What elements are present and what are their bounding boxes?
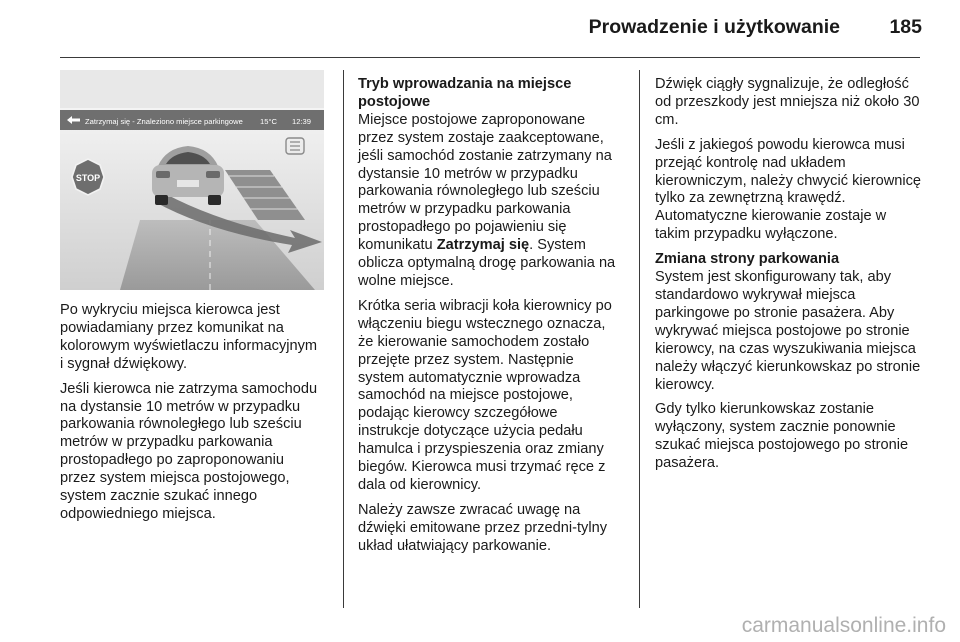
watermark: carmanualsonline.info: [741, 614, 946, 637]
paragraph: Gdy tylko kierunkowskaz zostanie wyłączony, system zacznie ponownie szukać miejsca postojowego po stronie pasażera.: [655, 401, 909, 472]
parking-assist-display-figure: [60, 70, 324, 290]
paragraph: Po wykryciu miejsca kierowca jest powiadamiany przez komunikat na kolorowym wyświetlaczu informacyjnym i sygnał dźwiękowy.: [60, 302, 318, 372]
paragraph: Krótka seria wibracji koła kierownicy po włączeniu biegu wstecznego oznacza, że kierowanie samochodem zostało przejęte przez system. Następnie system automatycznie wprowadza samochód na miejsce postojowe, podając kierowcy szczegółowe instrukcje dotyczące użycia pedału hamulca i przyspieszenia oraz zmiany biegów. Kierowca musi trzymać ręce z dala od kierownicy.: [358, 297, 612, 493]
stop-sign-icon: [72, 159, 104, 195]
column-divider: [639, 70, 640, 608]
paragraph: Miejsce postojowe zaproponowane przez system zostaje zaakceptowane, jeśli samochód zostanie zatrzymany na dystansie 10 metrów w przypadku parkowania równoległego lub sześciu metrów w przypadku parkowania prostopadłego po pojawieniu się komunikatu Zatrzymaj się. System oblicza optymalną drogę parkowania na wolne miejsce.: [358, 111, 616, 289]
header-rule: [60, 57, 920, 58]
page-number: 185: [889, 16, 922, 38]
running-header-title: Prowadzenie i użytkowanie: [588, 16, 840, 38]
status-bar-temperature: 15°C: [260, 117, 277, 126]
paragraph: Należy zawsze zwracać uwagę na dźwięki emitowane przez przedni-tylny układ ułatwiający parkowanie.: [358, 501, 608, 554]
parking-display-illustration: [60, 70, 324, 290]
column-2: [358, 76, 623, 563]
stop-sign-label: STOP: [75, 173, 101, 183]
inline-bold-message: Zatrzymaj się: [436, 237, 530, 254]
column-divider: [343, 70, 344, 608]
paragraph: Jeśli kierowca nie zatrzyma samochodu na dystansie 10 metrów w przypadku parkowania równoległego lub sześciu metrów w przypadku parkowania prostopadłego po zaproponowaniu przez system miejsca postojowego, system zacznie szukać innego odpowiedniego miejsca.: [60, 380, 318, 522]
status-bar-message: Zatrzymaj się - Znaleziono miejsce parkingowe: [85, 117, 243, 126]
column-3: [655, 76, 923, 480]
section-heading: Tryb wprowadzania na miejsce postojowe: [358, 76, 572, 110]
column-1: [60, 302, 322, 531]
paragraph: System jest skonfigurowany tak, aby standardowo wykrywał miejsca parkingowe po stronie pasażera. Aby wykrywać miejsca postojowe po stronie kierowcy, na czas wyszukiwania miejsca należy włączyć kierunkowskaz po stronie kierowcy.: [655, 269, 921, 393]
section-heading: Zmiana strony parkowania: [655, 251, 840, 268]
paragraph: Jeśli z jakiegoś powodu kierowca musi przejąć kontrolę nad układem kierowniczym, należy chwycić kierownicę tylko za zewnętrzną krawędź. Automatyczne kierowanie zostaje w takim przypadku wyłączone.: [655, 136, 922, 243]
paragraph: Dźwięk ciągły sygnalizuje, że odległość od przeszkody jest mniejsza niż około 30 cm.: [655, 76, 920, 128]
status-bar-time: 12:39: [292, 117, 312, 126]
